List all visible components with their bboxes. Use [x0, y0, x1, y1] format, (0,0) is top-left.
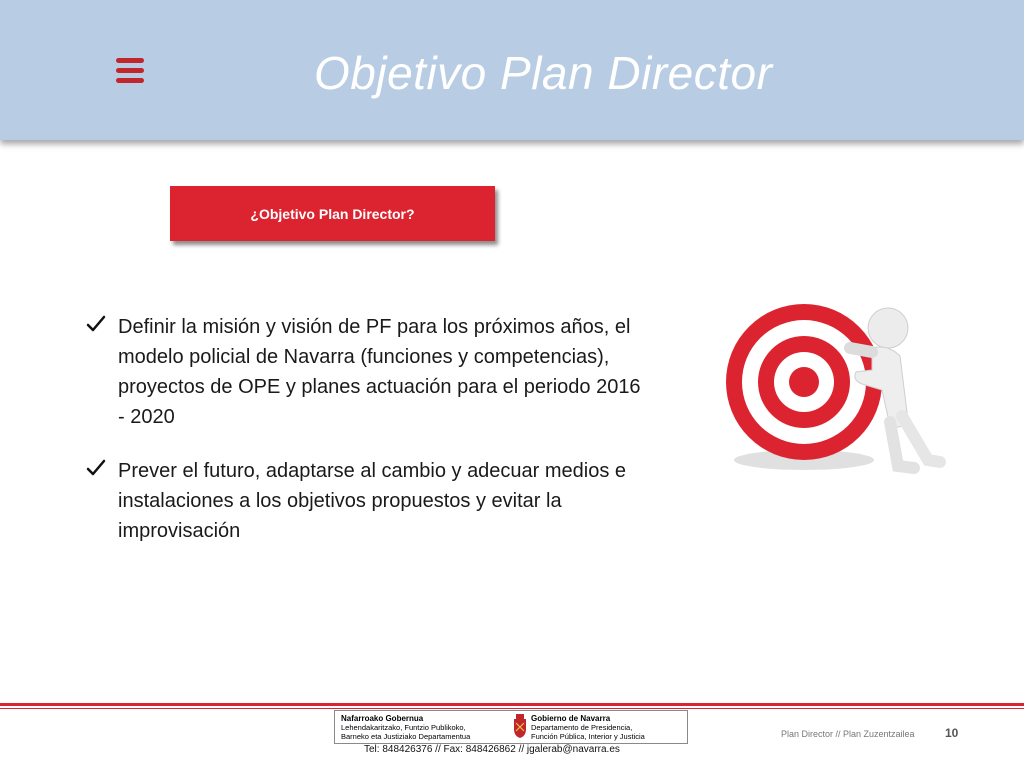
- list-item: [86, 312, 646, 432]
- government-logo: [334, 710, 688, 744]
- checkmark-icon: [86, 458, 106, 478]
- hamburger-menu-icon[interactable]: [116, 58, 144, 84]
- bullet-text: Prever el futuro, adaptarse al cambio y adecuar medios e instalaciones a los objetivos propuestos y evitar la improvisación: [118, 460, 627, 542]
- logo-right-text: Gobierno de Navarra Departamento de Presidencia, Función Pública, Interior y Justicia: [531, 714, 645, 741]
- section-badge: [170, 186, 495, 241]
- list-item: [86, 456, 646, 546]
- footer-divider-thin: [0, 708, 1024, 709]
- logo-left-text: Nafarroako Gobernua Lehendakaritzako, Funtzio Publikoko, Barneko eta Justiziako Departamentua: [341, 714, 471, 741]
- target-with-figure-icon: [722, 300, 954, 490]
- header-bar: [0, 0, 1024, 140]
- section-badge-label: ¿Objetivo Plan Director?: [250, 205, 415, 222]
- coat-of-arms-icon: [511, 713, 529, 739]
- contact-info: Tel: 848426376 // Fax: 848426862 // jgalerab@navarra.es: [364, 744, 620, 755]
- footer-label: Plan Director // Plan Zuzentzailea: [781, 729, 915, 739]
- page-number: 10: [945, 726, 959, 740]
- bullet-list: [86, 312, 646, 570]
- page-title: Objetivo Plan Director: [314, 47, 773, 99]
- checkmark-icon: [86, 314, 106, 334]
- bullet-text: Definir la misión y visión de PF para los próximos años, el modelo policial de Navarra (funciones y competencias), proyectos de OPE y planes actuación para el periodo 2016 - 2020: [118, 316, 641, 428]
- footer-divider: [0, 703, 1024, 706]
